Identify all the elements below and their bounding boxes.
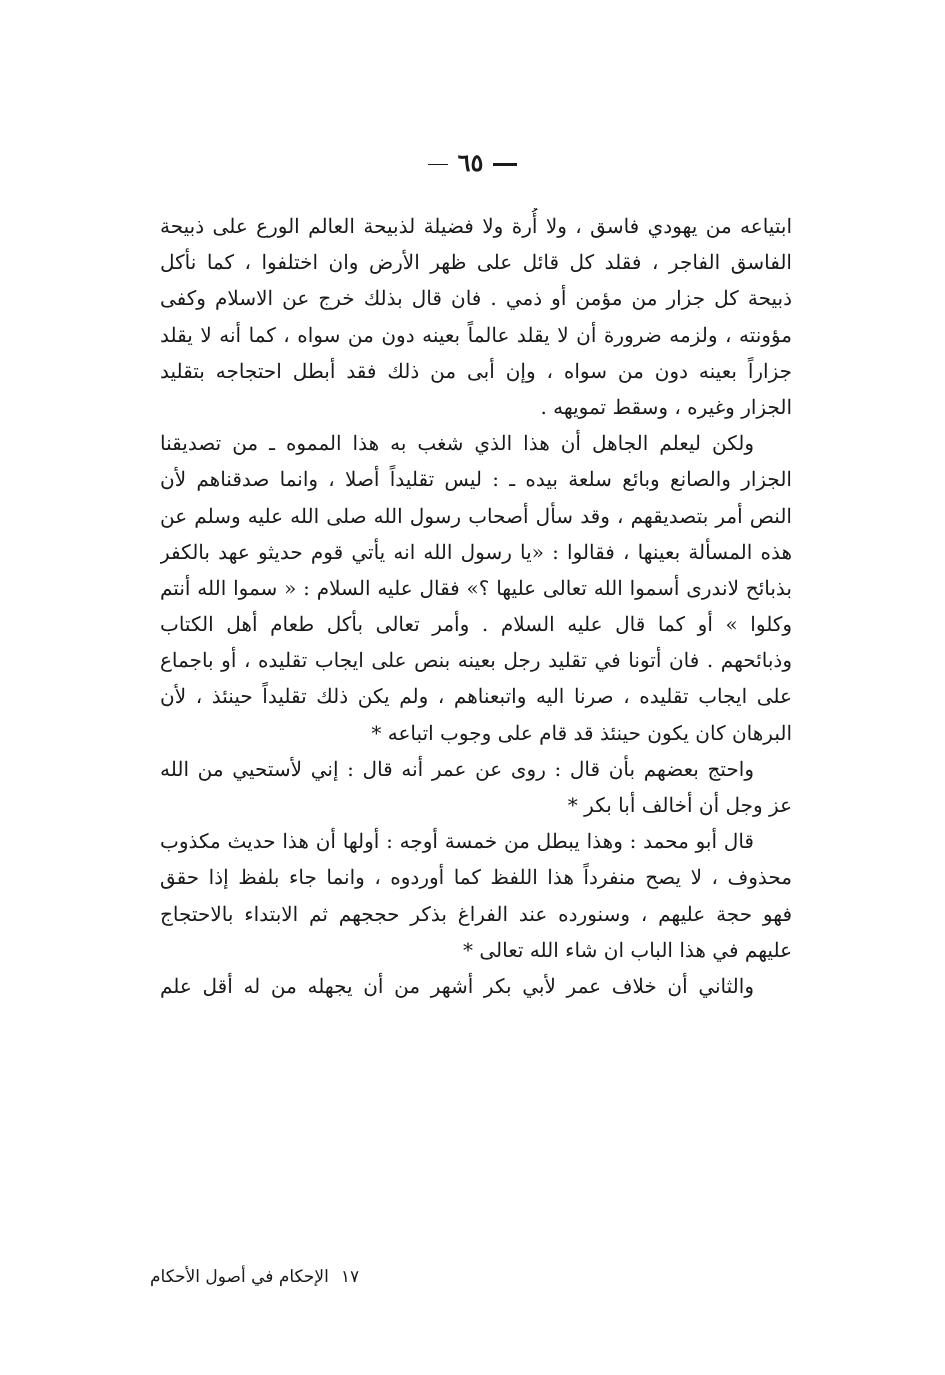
right-dash-decoration — [428, 164, 448, 165]
text-line: محذوف ، لا يصح منفرداً هذا اللفظ كما أوردوه ، وانما جاء بلفظ إذا حقق — [160, 865, 792, 890]
left-dash-decoration — [493, 163, 517, 166]
text-line: قال أبو محمد : وهذا يبطل من خمسة أوجه : أولها أن هذا حديث مكذوب — [160, 829, 754, 854]
text-line: عز وجل أن أخالف أبا بكر * — [567, 793, 792, 817]
page-footer — [150, 1267, 359, 1287]
text-line: واحتج بعضهم بأن قال : روى عن عمر أنه قال : إني لأستحيي من الله — [160, 756, 754, 781]
footer-book-title: الإحكام في أصول الأحكام — [150, 1267, 329, 1287]
text-line: والثاني أن خلاف عمر لأبي بكر أشهر من أن يجهله من له أقل علم — [160, 973, 754, 998]
text-line: الفاسق الفاجر ، فقلد كل قائل على ظهر الأرض وان اختلفوا ، كما نأكل — [160, 250, 792, 275]
text-line: مؤونته ، ولزمه ضرورة أن لا يقلد عالماً بعينه دون من سواه ، كما أنه لا يقلد — [160, 322, 792, 347]
footer-signature-number: ١٧ — [340, 1267, 360, 1287]
text-line: على ايجاب تقليده ، صرنا اليه واتبعناهم ، ولم يكن ذلك تقليداً حينئذ ، لأن — [160, 684, 792, 709]
text-line: بذبائح لاندرى أسموا الله تعالى عليها ؟» فقال عليه السلام : « سموا الله أنتم — [160, 575, 792, 600]
text-line: فهو حجة عليهم ، وسنورده عند الفراغ بذكر حججهم ثم الابتداء بالاحتجاج — [160, 901, 792, 926]
text-line: الجزار وغيره ، وسقط تمويهه . — [540, 394, 792, 419]
text-line: ذبيحة كل جزار من مؤمن أو ذمي . فان قال بذلك خرج عن الاسلام وكفى — [160, 286, 792, 311]
text-line: وكلوا » أو كما قال عليه السلام . وأمر تعالى بأكل طعام أهل الكتاب — [160, 612, 792, 637]
page-number — [0, 148, 945, 177]
text-line: ابتياعه من يهودي فاسق ، ولا أُرة ولا فضيلة لذبيحة العالم الورع على ذبيحة — [160, 214, 792, 238]
text-line: ولكن ليعلم الجاهل أن هذا الذي شغب به هذا المموه ـ من تصديقنا — [160, 431, 754, 456]
text-line: جزاراً بعينه دون من سواه ، وإن أبى من ذلك فقد أبطل احتجاجه بتقليد — [160, 358, 792, 383]
text-line: الجزار والصانع وبائع سلعة بيده ـ : ليس تقليداً أصلا ، وانما صدقناهم لأن — [160, 467, 792, 492]
text-line: هذه المسألة بعينها ، فقالوا : «يا رسول الله انه يأتي قوم حديثو عهد بالكفر — [160, 539, 792, 564]
text-line: عليهم في هذا الباب ان شاء الله تعالى * — [463, 937, 792, 962]
page-text-body — [160, 208, 792, 1004]
text-line: وذبائحهم . فان أتونا في تقليد رجل بعينه بنص على ايجاب تقليده ، أو باجماع — [160, 648, 792, 673]
text-line: البرهان كان يكون حينئذ قد قام على وجوب اتباعه * — [371, 720, 792, 745]
page-number-text: ٦٥ — [457, 148, 484, 177]
text-line: النص أمر بتصديقهم ، وقد سأل أصحاب رسول الله صلى الله عليه وسلم عن — [160, 503, 792, 528]
